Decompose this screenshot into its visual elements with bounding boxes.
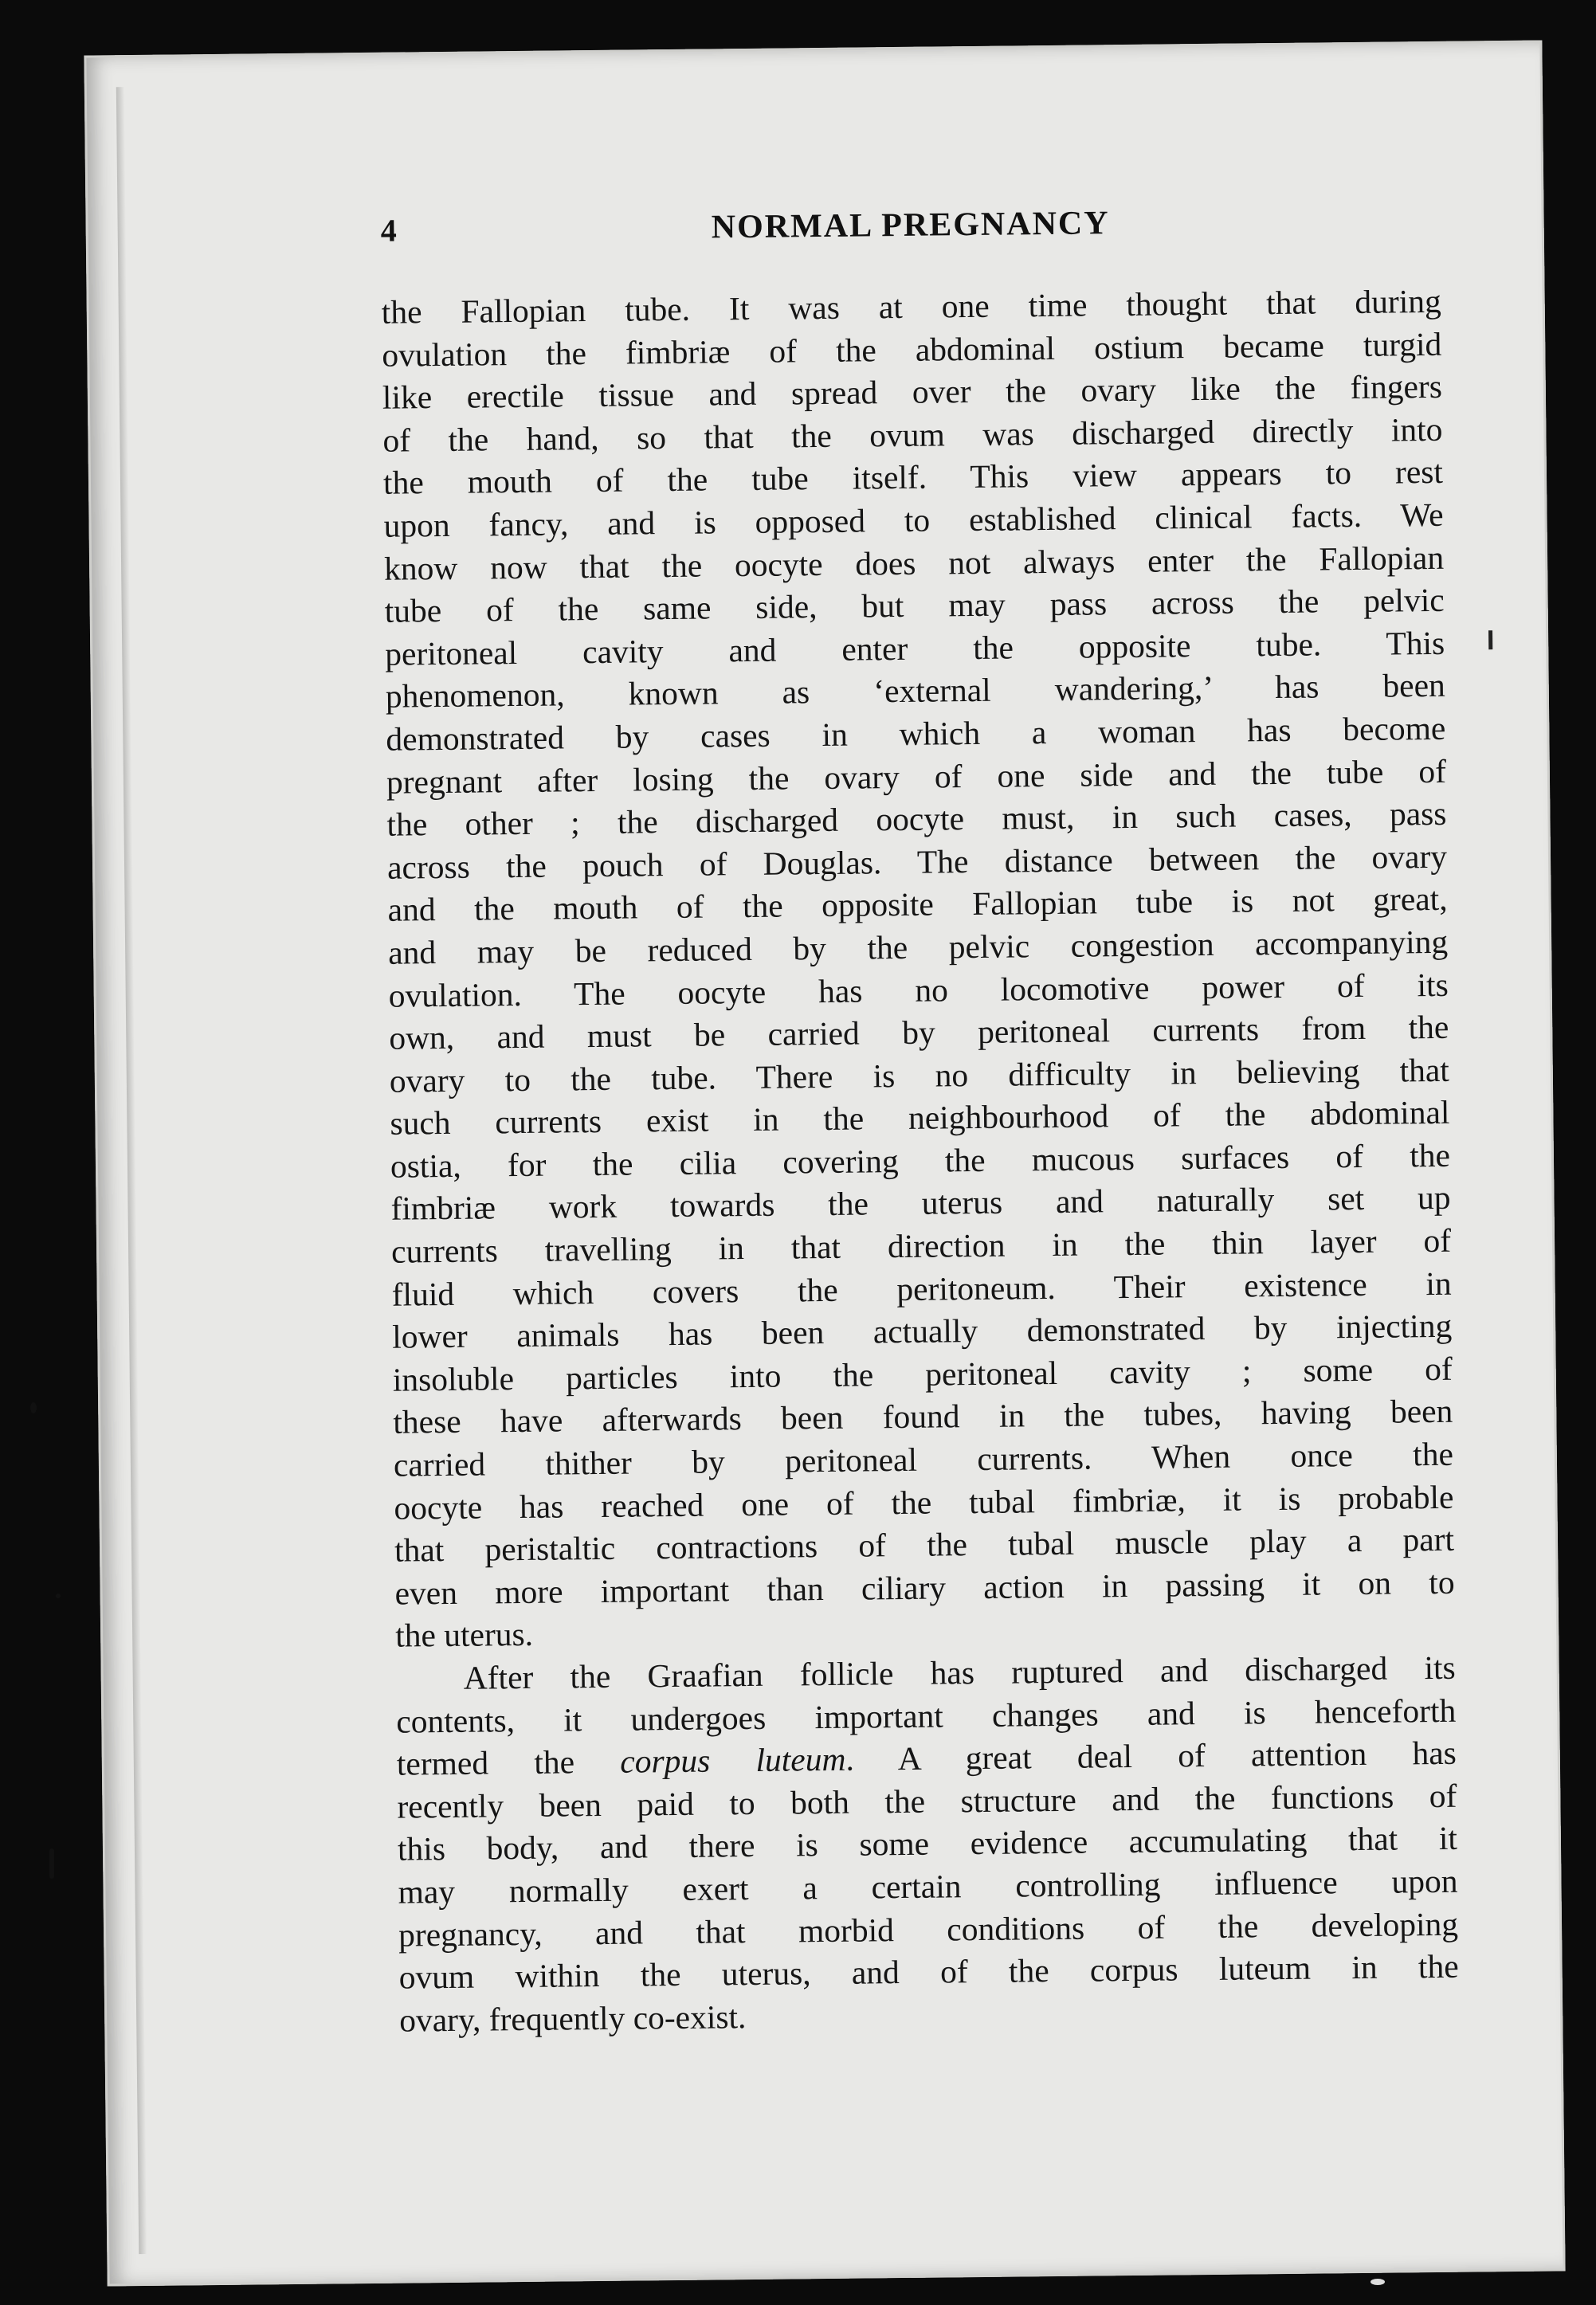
text-line: such currents exist in the neighbourhood of the abdominal xyxy=(390,1094,1450,1142)
text-line: ovulation the fimbriæ of the abdominal ostium became turgid xyxy=(382,325,1442,374)
text-line: lower animals has been actually demonstrated by injecting xyxy=(392,1307,1453,1355)
page-gutter-shadow xyxy=(116,87,147,2254)
text-line: own, and must be carried by peritoneal currents from the xyxy=(389,1008,1449,1056)
text-line: this body, and there is some evidence accumulating that it xyxy=(397,1820,1458,1868)
text-line: the uterus. xyxy=(394,1616,534,1655)
margin-mark xyxy=(1488,630,1492,649)
text-line: fimbriæ work towards the uterus and naturally set up xyxy=(390,1179,1451,1228)
text-line: pregnancy, and that morbid conditions of the developing xyxy=(398,1905,1459,1954)
text-line: ovary, frequently co-exist. xyxy=(398,1997,747,2039)
text-line: ostia, for the cilia covering the mucous surfaces of the xyxy=(390,1136,1451,1185)
text-line: tube of the same side, but may pass across the pelvic xyxy=(384,581,1445,629)
text-line: demonstrated by cases in which a woman has become xyxy=(386,709,1446,758)
text-line: the Fallopian tube. It was at one time thought that during xyxy=(381,282,1441,331)
paragraph xyxy=(382,280,1456,1658)
text-line: may normally exert a certain controlling influence upon xyxy=(398,1862,1458,1911)
text-line: After the Graafian follicle has ruptured and discharged its xyxy=(463,1648,1456,1696)
scan-speck xyxy=(56,1594,61,1598)
text-line: recently been paid to both the structure and the functions of xyxy=(397,1777,1457,1825)
paragraph xyxy=(395,1647,1459,2042)
text-line: know now that the oocyte does not always enter the Fallopian xyxy=(383,539,1445,587)
text-line: peritoneal cavity and enter the opposite tube. This xyxy=(385,624,1445,672)
text-line: carried thither by peritoneal currents. When once the xyxy=(393,1435,1454,1484)
italic-term: corpus luteum xyxy=(620,1740,846,1780)
text-line: across the pouch of Douglas. The distance between the ovary xyxy=(386,837,1448,886)
text-line: ovary to the tube. There is no difficulty in believing that xyxy=(389,1051,1450,1100)
running-head: NORMAL PREGNANCY xyxy=(711,205,1110,246)
body-text xyxy=(382,280,1460,2042)
text-line: oocyte has reached one of the tubal fimbriæ, it is probable xyxy=(394,1478,1454,1527)
text-line: the mouth of the tube itself. This view appears to rest xyxy=(382,453,1444,502)
text-line: currents travelling in that direction in the thin layer of xyxy=(390,1221,1452,1270)
scan-speck xyxy=(1371,2279,1385,2285)
page-number: 4 xyxy=(380,212,397,249)
text-line: pregnant after losing the ovary of one side and the tube of xyxy=(386,752,1447,801)
text-line: fluid which covers the peritoneum. Their existence in xyxy=(391,1264,1452,1313)
text-line: insoluble particles into the peritoneal cavity ; some of xyxy=(392,1350,1453,1398)
text-line: even more important than ciliary action in passing it on to xyxy=(394,1563,1455,1612)
text-line: the other ; the discharged oocyte must, in such cases, pass xyxy=(386,794,1447,843)
scan-speck xyxy=(49,1848,54,1879)
text-line: termed the corpus luteum. A great deal of attention has xyxy=(396,1734,1457,1782)
page-header xyxy=(380,201,1441,268)
text-line: ovulation. The oocyte has no locomotive power of its xyxy=(388,966,1449,1014)
text-line: that peristaltic contractions of the tubal muscle play a part xyxy=(394,1520,1455,1569)
text-line: upon fancy, and is opposed to established clinical facts. We xyxy=(383,496,1444,544)
text-line: and may be reduced by the pelvic congestion accompanying xyxy=(387,923,1449,971)
text-line: like erectile tissue and spread over the ovary like the fingers xyxy=(382,368,1443,416)
text-line: of the hand, so that the ovum was discharged directly into xyxy=(382,410,1443,459)
text-line: these have afterwards been found in the tubes, having been xyxy=(393,1393,1453,1441)
book-page xyxy=(84,40,1565,2286)
text-line: contents, it undergoes important changes and is henceforth xyxy=(396,1692,1457,1740)
scan-speck xyxy=(30,1402,37,1413)
text-line: ovum within the uterus, and of the corpus luteum in the xyxy=(398,1947,1459,1996)
text-line: phenomenon, known as ‘external wandering,’ has been xyxy=(385,667,1446,715)
text-line: and the mouth of the opposite Fallopian tube is not great, xyxy=(387,880,1448,929)
